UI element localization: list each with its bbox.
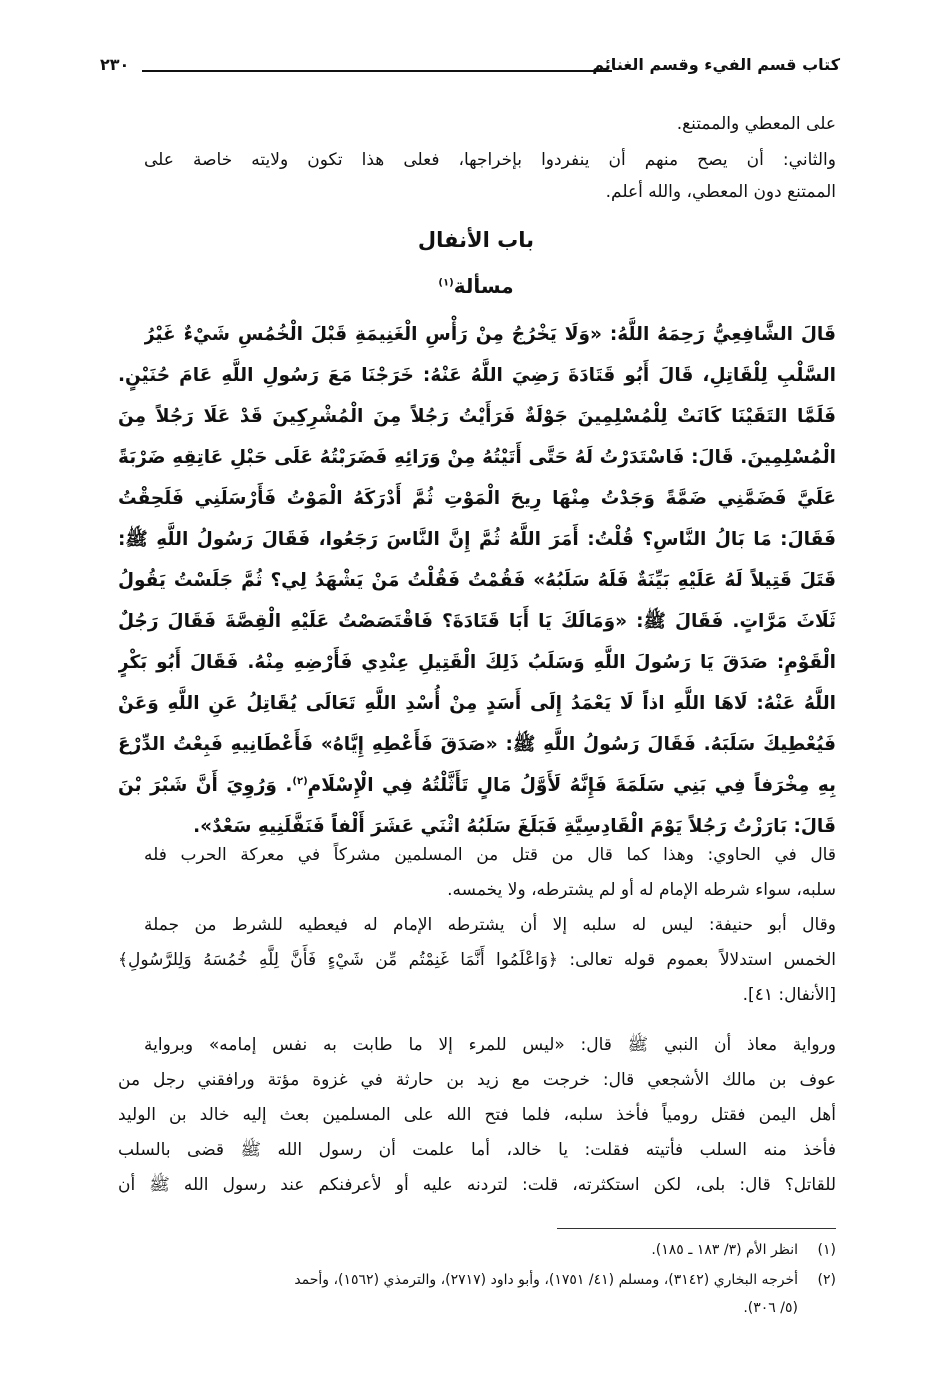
footnote-number: (٢) [817,1272,836,1288]
matn-line: قَتَلَ قَتِيلاً لَهُ عَلَيْهِ بَيِّنَةٌ فَلَهُ سَلَبُهُ» فَقُمْتُ فَقُلْتُ مَنْ يَشْهَدُ لِي؟ ثُمَّ جَلَسْتُ يَقُولُ [118,570,836,591]
footnote-number: (١) [817,1242,836,1258]
text-line: فأخذ منه السلب فأتيته فقلت: يا خالد، أما علمت أن رسول الله ﷺ قضى بالسلب [118,1140,836,1160]
matn-line: قَالَ: بَارَزْتُ رَجُلاً يَوْمَ الْقَادِسِيَّةِ فَبَلَغَ سَلَبُهُ اثْنَي عَشَرَ أَلْفاً فَنَفَّلَنِيهِ سَعْدٌ». [193,816,836,837]
matn-line-text: بِهِ مِخْرَفاً فِي بَنِي سَلَمَةَ فَإِنَّهُ لَأَوَّلُ مَالٍ تَأَثَّلْتُهُ فِي الْإِسْلَامِ [307,775,836,796]
text-line: للقاتل؟ قال: بلى، لكن استكثرته، قلت: لتردنه عليه أو لأعرفنكم عند رسول الله ﷺ أن [118,1175,836,1195]
matn-line: قَالَ الشَّافِعِيُّ رَحِمَهُ اللَّهُ: «وَلَا يَخْرُجُ مِنْ رَأْسِ الْغَنِيمَةِ قَبْلَ الْخُمُسِ شَيْءٌ غَيْرُ [144,324,836,345]
matn-line-text: . وَرُوِيَ أَنَّ شَبْرَ بْنَ [118,775,293,796]
text-line: والثاني: أن يصح منهم أن ينفردوا بإخراجها، فعلى هذا تكون ولايته خاصة على [144,150,836,170]
footnote-text-continued: (٥/ ٣٠٦). [743,1300,798,1316]
text-line: وقال أبو حنيفة: ليس له سلبه إلا أن يشترطه الإمام له فيعطيه للشرط من جملة [144,915,836,935]
text-line: الخمس استدلالاً بعموم قوله تعالى: ﴿وَاعْلَمُوا أَنَّمَا غَنِمْتُم مِّن شَيْءٍ فَأَنَّ لِلَّهِ خُمُسَهُ وَلِلرَّسُولِ﴾ [118,950,836,970]
text-line: عوف بن مالك الأشجعي قال: خرجت مع زيد بن حارثة في غزوة مؤتة ورافقني رجل من [118,1070,836,1090]
matn-line: فَيُعْطِيكَ سَلَبَهُ. فَقَالَ رَسُولُ اللَّهِ ﷺ: «صَدَقَ فَأَعْطِهِ إِيَّاهُ» فَأَعْطَانِيهِ فَبِعْتُ الدِّرْعَ [118,734,836,755]
text-line: الممتنع دون المعطي، والله أعلم. [605,182,836,202]
text-line: سلبه، سواء شرطه الإمام له أو لم يشترطه، ولا يخمسه. [447,880,836,900]
text-line: ورواية معاذ أن النبي ﷺ قال: «ليس للمرء إلا ما طابت به نفس إمامه» وبرواية [144,1035,836,1055]
matn-line: الْقَوْمِ: صَدَقَ يَا رَسُولَ اللَّهِ وَسَلَبُ ذَلِكَ الْقَتِيلِ عِنْدِي فَأَرْضِهِ مِنْهُ. فَقَالَ أَبُو بَكْرٍ [118,652,836,673]
section-title-text: مسألة [453,274,514,298]
matn-line [118,766,836,806]
footnote-1 [116,1236,836,1264]
matn-line: الْمُسْلِمِينَ. قَالَ: فَاسْتَدَرْتُ لَهُ حَتَّى أَتَيْتُهُ مِنْ وَرَائِهِ فَضَرَبْتُهُ عَلَى حَبْلِ عَاتِقِهِ ضَرْبَةً [118,447,836,468]
text-line: أهل اليمن فقتل رومياً فأخذ سلبه، فلما فتح الله على المسلمين بعث إليه خالد بن الوليد [118,1105,836,1125]
matn-line: فَقَالَ: مَا بَالُ النَّاسِ؟ قُلْتُ: أَمَرَ اللَّهُ ثُمَّ إِنَّ النَّاسَ رَجَعُوا، فَقَالَ رَسُولُ اللَّهِ ﷺ: [118,529,836,550]
matn-line: السَّلْبِ لِلْقَاتِلِ، قَالَ أَبُو قَتَادَةَ رَضِيَ اللَّهُ عَنْهُ: خَرَجْنَا مَعَ رَسُولِ اللَّهِ عَامَ حُنَيْنٍ. [118,365,836,386]
text-line: [الأنفال: ٤١]. [742,985,836,1005]
running-header-title: كتاب قسم الفيء وقسم الغنائم [592,55,840,74]
matn-line: ثَلَاثَ مَرَّاتٍ. فَقَالَ ﷺ: «وَمَالَكَ يَا أَبَا قَتَادَةَ؟ فَاقْتَصَصْتُ عَلَيْهِ الْقِصَّةَ فَقَالَ رَجُلٌ [118,611,836,632]
footnote-rule [557,1228,836,1229]
text-line: قال في الحاوي: وهذا كما قال من قتل من المسلمين مشركاً في معركة الحرب فله [144,845,836,865]
page-number: ٢٣٠ [100,55,130,74]
footnote-text: أخرجه البخاري (٣١٤٢)، ومسلم (٤١/ ١٧٥١)، وأبو داود (٢٧١٧)، والترمذي (١٥٦٢)، وأحمد [294,1272,798,1288]
text-line: على المعطي والممتنع. [676,114,836,134]
section-title [0,274,952,298]
matn-line: عَلَيَّ فَضَمَّنِي ضَمَّةً وَجَدْتُ مِنْهَا رِيحَ الْمَوْتِ ثُمَّ أَدْرَكَهُ الْمَوْتُ فَأَرْسَلَنِي فَلَحِقْتُ [118,488,836,509]
footnote-ref: (٢) [292,775,308,787]
chapter-title: باب الأنفال [417,228,535,252]
matn-line: فَلَمَّا التَقَيْنَا كَانَتْ لِلْمُسْلِمِينَ جَوْلَةٌ فَرَأَيْتُ رَجُلاً مِنَ الْمُشْرِكِينَ قَدْ عَلَا رَجُلاً مِنَ [118,406,836,427]
footnote-ref: (١) [438,277,454,289]
footnote-text: انظر الأم (٣/ ١٨٣ ـ ١٨٥). [651,1242,798,1258]
header-rule [142,70,612,72]
matn-line: اللَّهُ عَنْهُ: لَاهَا اللَّهِ اذاً لَا يَعْمَدُ إِلَى أَسَدٍ مِنْ أُسْدِ اللَّهِ تَعَالَى يُقَاتِلُ عَنِ اللَّهِ وَعَنْ [118,693,836,714]
footnote-2 [116,1266,836,1322]
